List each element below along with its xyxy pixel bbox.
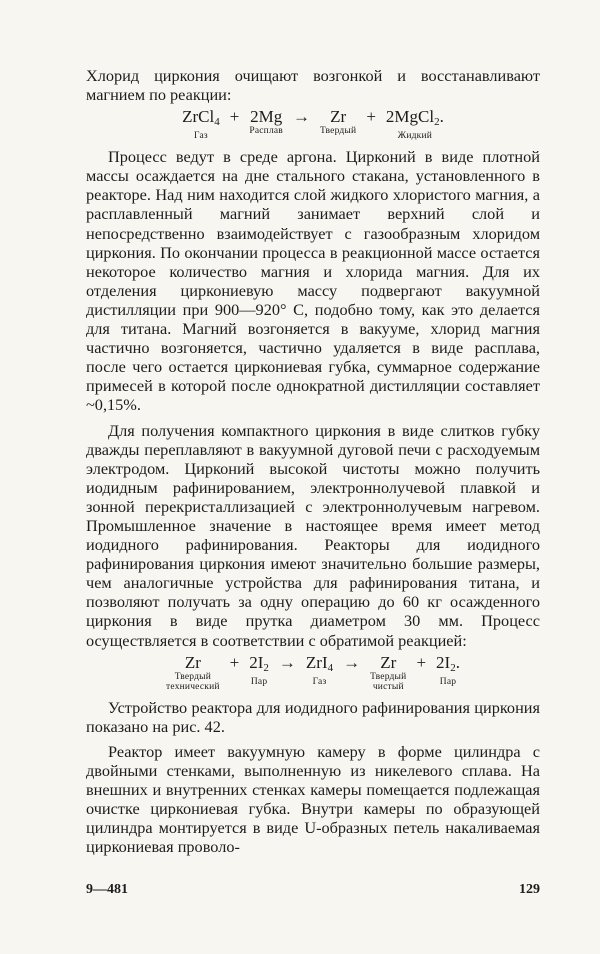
- eq2-op-plus-2: +: [416, 652, 427, 672]
- eq1-op-arrow: →: [293, 107, 310, 127]
- eq2-term-zri4: ZrI$_4$ Газ: [305, 652, 334, 687]
- eq1-label-melt: Расплав: [249, 126, 283, 137]
- eq1-label-solid: Твердый: [320, 126, 357, 137]
- eq1-term-zr: Zr Твердый: [320, 107, 357, 137]
- eq2-op-plus: +: [229, 652, 240, 672]
- eq2-term-i2: $2I_2$ Пар: [249, 652, 269, 687]
- equation-zrcl4-reduction: [86, 108, 540, 141]
- eq1-op-plus: +: [229, 107, 240, 127]
- paragraph-2: Процесс ведут в среде аргона. Цирконий в виде плотной массы осаждается на дне стального стакана, установленного в реакторе. Над ним находится слой жидкого хлористого магния, а расплавленный магний занимает верхний слой и непосредственно взаимодействует с газообразным хлоридом циркония. По окончании процесса в реакционной массе остается некоторое количество магния и хлорида магния. Для их отделения циркониевую массу подвергают вакуумной дистилляции при 900—920° С, подобно тому, как это делается для титана. Магний возгоняется в вакууме, хлорид магния частично возгоняется, частично удаляется в виде расплава, после чего остается циркониевая губка, суммарное содержание примесей в которой после однократной дистилляции составляет ~0,15%.: [86, 147, 540, 415]
- eq1-term-mgcl2: 2MgCl$_2$. Жидкий: [385, 107, 444, 142]
- paragraph-5: Реактор имеет вакуумную камеру в форме цилиндра с двойными стенками, выполненную из никелевого сплава. На внешних и внутренних стенках камеры помещается подлежащая очистке циркониевая губка. Внутри камеры по образующей цилиндра монтируется в виде U-образных петель накаливаемая циркониевая проволо-: [86, 741, 540, 857]
- eq1-term-zrcl4: ZrCl$_4$ Газ: [182, 107, 220, 142]
- equation-iodide-refining: [86, 654, 540, 692]
- eq2-op-arrow: →: [278, 652, 296, 672]
- signature-mark: 9—481: [86, 882, 128, 897]
- paragraph-3: Для получения компактного циркония в виде слитков губку дважды переплавляют в вакуумной дуговой печи с расходуемым электродом. Цирконий высокой чистоты можно получить иодидным рафинированием, электроннолучевой плавкой и зонной перекристаллизацией с электроннолучевым нагревом. Промышленное значение в настоящее время имеет метод иодидного рафинирования. Реакторы для иодидного рафинирования циркония имеют значительно большие размеры, чем аналогичные устройства для рафинирования титана, и позволяют получать за одну операцию до 60 кг осажденного циркония в виде прутка диаметром 30 мм. Процесс осуществляется в соответствии с обратимой реакцией:: [86, 420, 540, 650]
- eq1-label-gas: Газ: [194, 131, 208, 142]
- page-number: 129: [519, 882, 540, 897]
- eq2-term-i2-out: $2I_2$. Пар: [436, 652, 460, 687]
- eq2-term-zr-pure: Zr Твердый чистый: [370, 652, 407, 692]
- eq1-label-liquid: Жидкий: [397, 131, 433, 142]
- page-footer: [86, 882, 540, 898]
- eq2-op-arrow-2: →: [343, 652, 361, 672]
- eq2-term-zr-tech: Zr Твердый технический: [166, 652, 220, 692]
- page-body: [86, 66, 540, 856]
- paragraph-1: Хлорид циркония очищают возгонкой и восстанавливают магнием по реакции:: [86, 66, 540, 105]
- eq1-term-mg: 2Mg Расплав: [249, 107, 283, 137]
- paragraph-4: Устройство реактора для иодидного рафинирования циркония показано на рис. 42.: [86, 697, 540, 736]
- eq1-op-plus-2: +: [366, 107, 376, 127]
